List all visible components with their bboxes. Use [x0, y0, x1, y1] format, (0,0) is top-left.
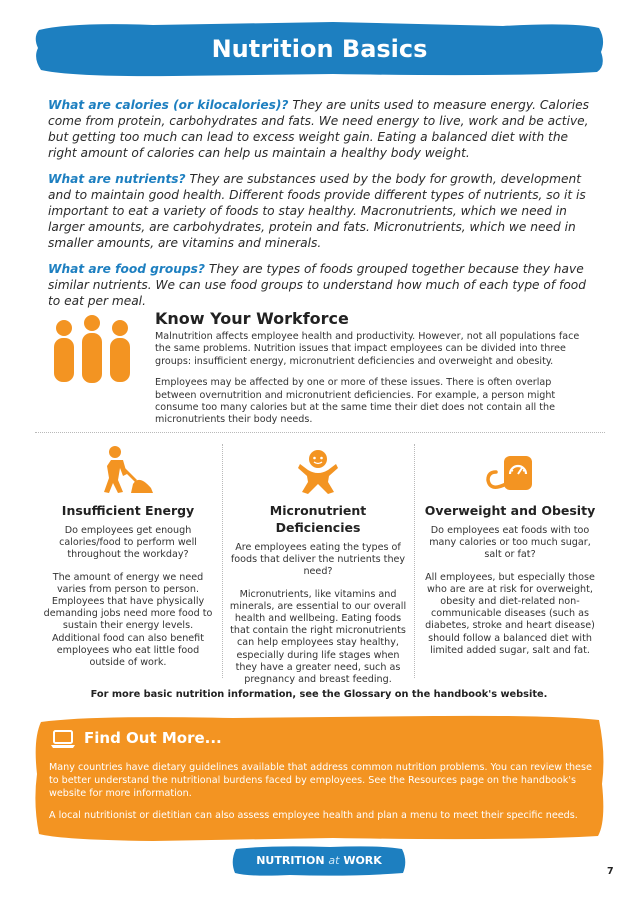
column-heading: Insufficient Energy	[61, 503, 195, 518]
brand-logo	[230, 845, 408, 877]
workforce-paragraph: Employees may be affected by one or more of these issues. There is often overlap between overnutrition and micronutrient deficiencies. For example, a person might consume too many calories but at the same time their diet does not contain all the micronutrients their body needs.	[155, 377, 556, 426]
question-food-groups: What are food groups?	[48, 262, 206, 276]
workforce-paragraph: Malnutrition affects employee health and productivity. However, not all populations face the same problems. Nutrition issues that impact employees can be divided into three groups: insufficient energy, micronutrient deficiencies and overweight and obesity.	[155, 331, 580, 367]
workforce-heading: Know Your Workforce	[155, 309, 349, 328]
brand-badge	[230, 845, 408, 877]
header-banner	[33, 20, 606, 78]
page-title: Nutrition Basics	[211, 35, 428, 63]
definition-nutrients	[48, 171, 596, 251]
baby-icon	[228, 440, 408, 494]
column-question: Do employees eat foods with too many calories or too much sugar, salt or fat?	[429, 525, 591, 561]
column-heading: Overweight and Obesity	[424, 503, 596, 518]
definition-food-groups	[48, 261, 596, 309]
column-micronutrient-deficiencies	[228, 440, 408, 696]
column-question: Do employees get enough calories/food to perform well throughout the workday?	[59, 525, 197, 561]
answer-food-groups: They are types of foods grouped together because they have similar nutrients. We can use food groups to understand how much of each type of food to eat per meal.	[48, 262, 586, 308]
column-divider	[222, 444, 223, 678]
answer-calories: They are units used to measure energy. Calories come from protein, carbohydrates and fats. We need energy to live, work and be active, but getting too much can lead to excess weight gain. Eating a balanced diet with the right amount of calories can help us maintain a healthy body weight.	[48, 98, 589, 160]
find-out-more-heading: Find Out More...	[84, 729, 222, 747]
definition-calories	[48, 97, 596, 161]
column-paragraph: The amount of energy we need varies from person to person. Employees that have physically demanding jobs need more food to sustain their energy levels. Additional food can also benefit employees who eat little food outside of work.	[43, 571, 213, 669]
answer-nutrients: They are substances used by the body for growth, development and to maintain good health. Different foods provide different types of nutrients, so it is important to eat a variety of foods to stay healthy. Macronutrients, which we need in larger amounts, are carbohydrates, protein and fats. Micronutrients, which we need in smaller amounts, are vitamins and minerals.	[48, 172, 586, 250]
column-divider	[414, 444, 415, 678]
people-group-icon	[50, 315, 136, 385]
find-out-more-paragraph: Many countries have dietary guidelines available that address common nutrition problems. You can review these to better understand the nutritional burdens faced by employees. See the Resources page on the handbook's website for more information.	[49, 762, 592, 799]
column-paragraph: All employees, but especially those who are are at risk for overweight, obesity and diet-related non-communicable diseases (such as diabetes, stroke and heart disease) should follow a balanced diet with limited added sugar, salt and fat.	[425, 571, 595, 656]
glossary-footnote: For more basic nutrition information, see the Glossary on the handbook's website.	[90, 689, 548, 700]
intro-definitions	[48, 97, 596, 319]
question-nutrients: What are nutrients?	[48, 172, 186, 186]
worker-shovel-icon	[38, 440, 218, 494]
column-overweight-obesity	[420, 440, 600, 667]
workforce-body	[155, 331, 595, 436]
column-paragraph: Micronutrients, like vitamins and minerals, are essential to our overall health and wellbeing. Eating foods that contain the right micronutrients can help employees stay healthy, especially during life stages when they have a greater need, such as pregnancy and breast feeding.	[229, 588, 407, 686]
brand-word-at: at	[328, 854, 340, 867]
scale-icon	[420, 440, 600, 494]
column-heading: Micronutrient Deficiencies	[269, 503, 367, 535]
column-insufficient-energy	[38, 440, 218, 679]
section-divider	[35, 432, 605, 433]
brand-word-nutrition: NUTRITION	[256, 854, 325, 867]
column-question: Are employees eating the types of foods that deliver the nutrients they need?	[230, 542, 406, 578]
question-calories: What are calories (or kilocalories)?	[48, 98, 289, 112]
laptop-icon	[51, 729, 75, 749]
find-out-more-paragraph: A local nutritionist or dietitian can also assess employee health and plan a menu to meet their specific needs.	[49, 810, 578, 821]
page-number: 7	[607, 866, 614, 877]
find-out-more-body	[49, 761, 594, 831]
brand-word-work: WORK	[343, 854, 382, 867]
